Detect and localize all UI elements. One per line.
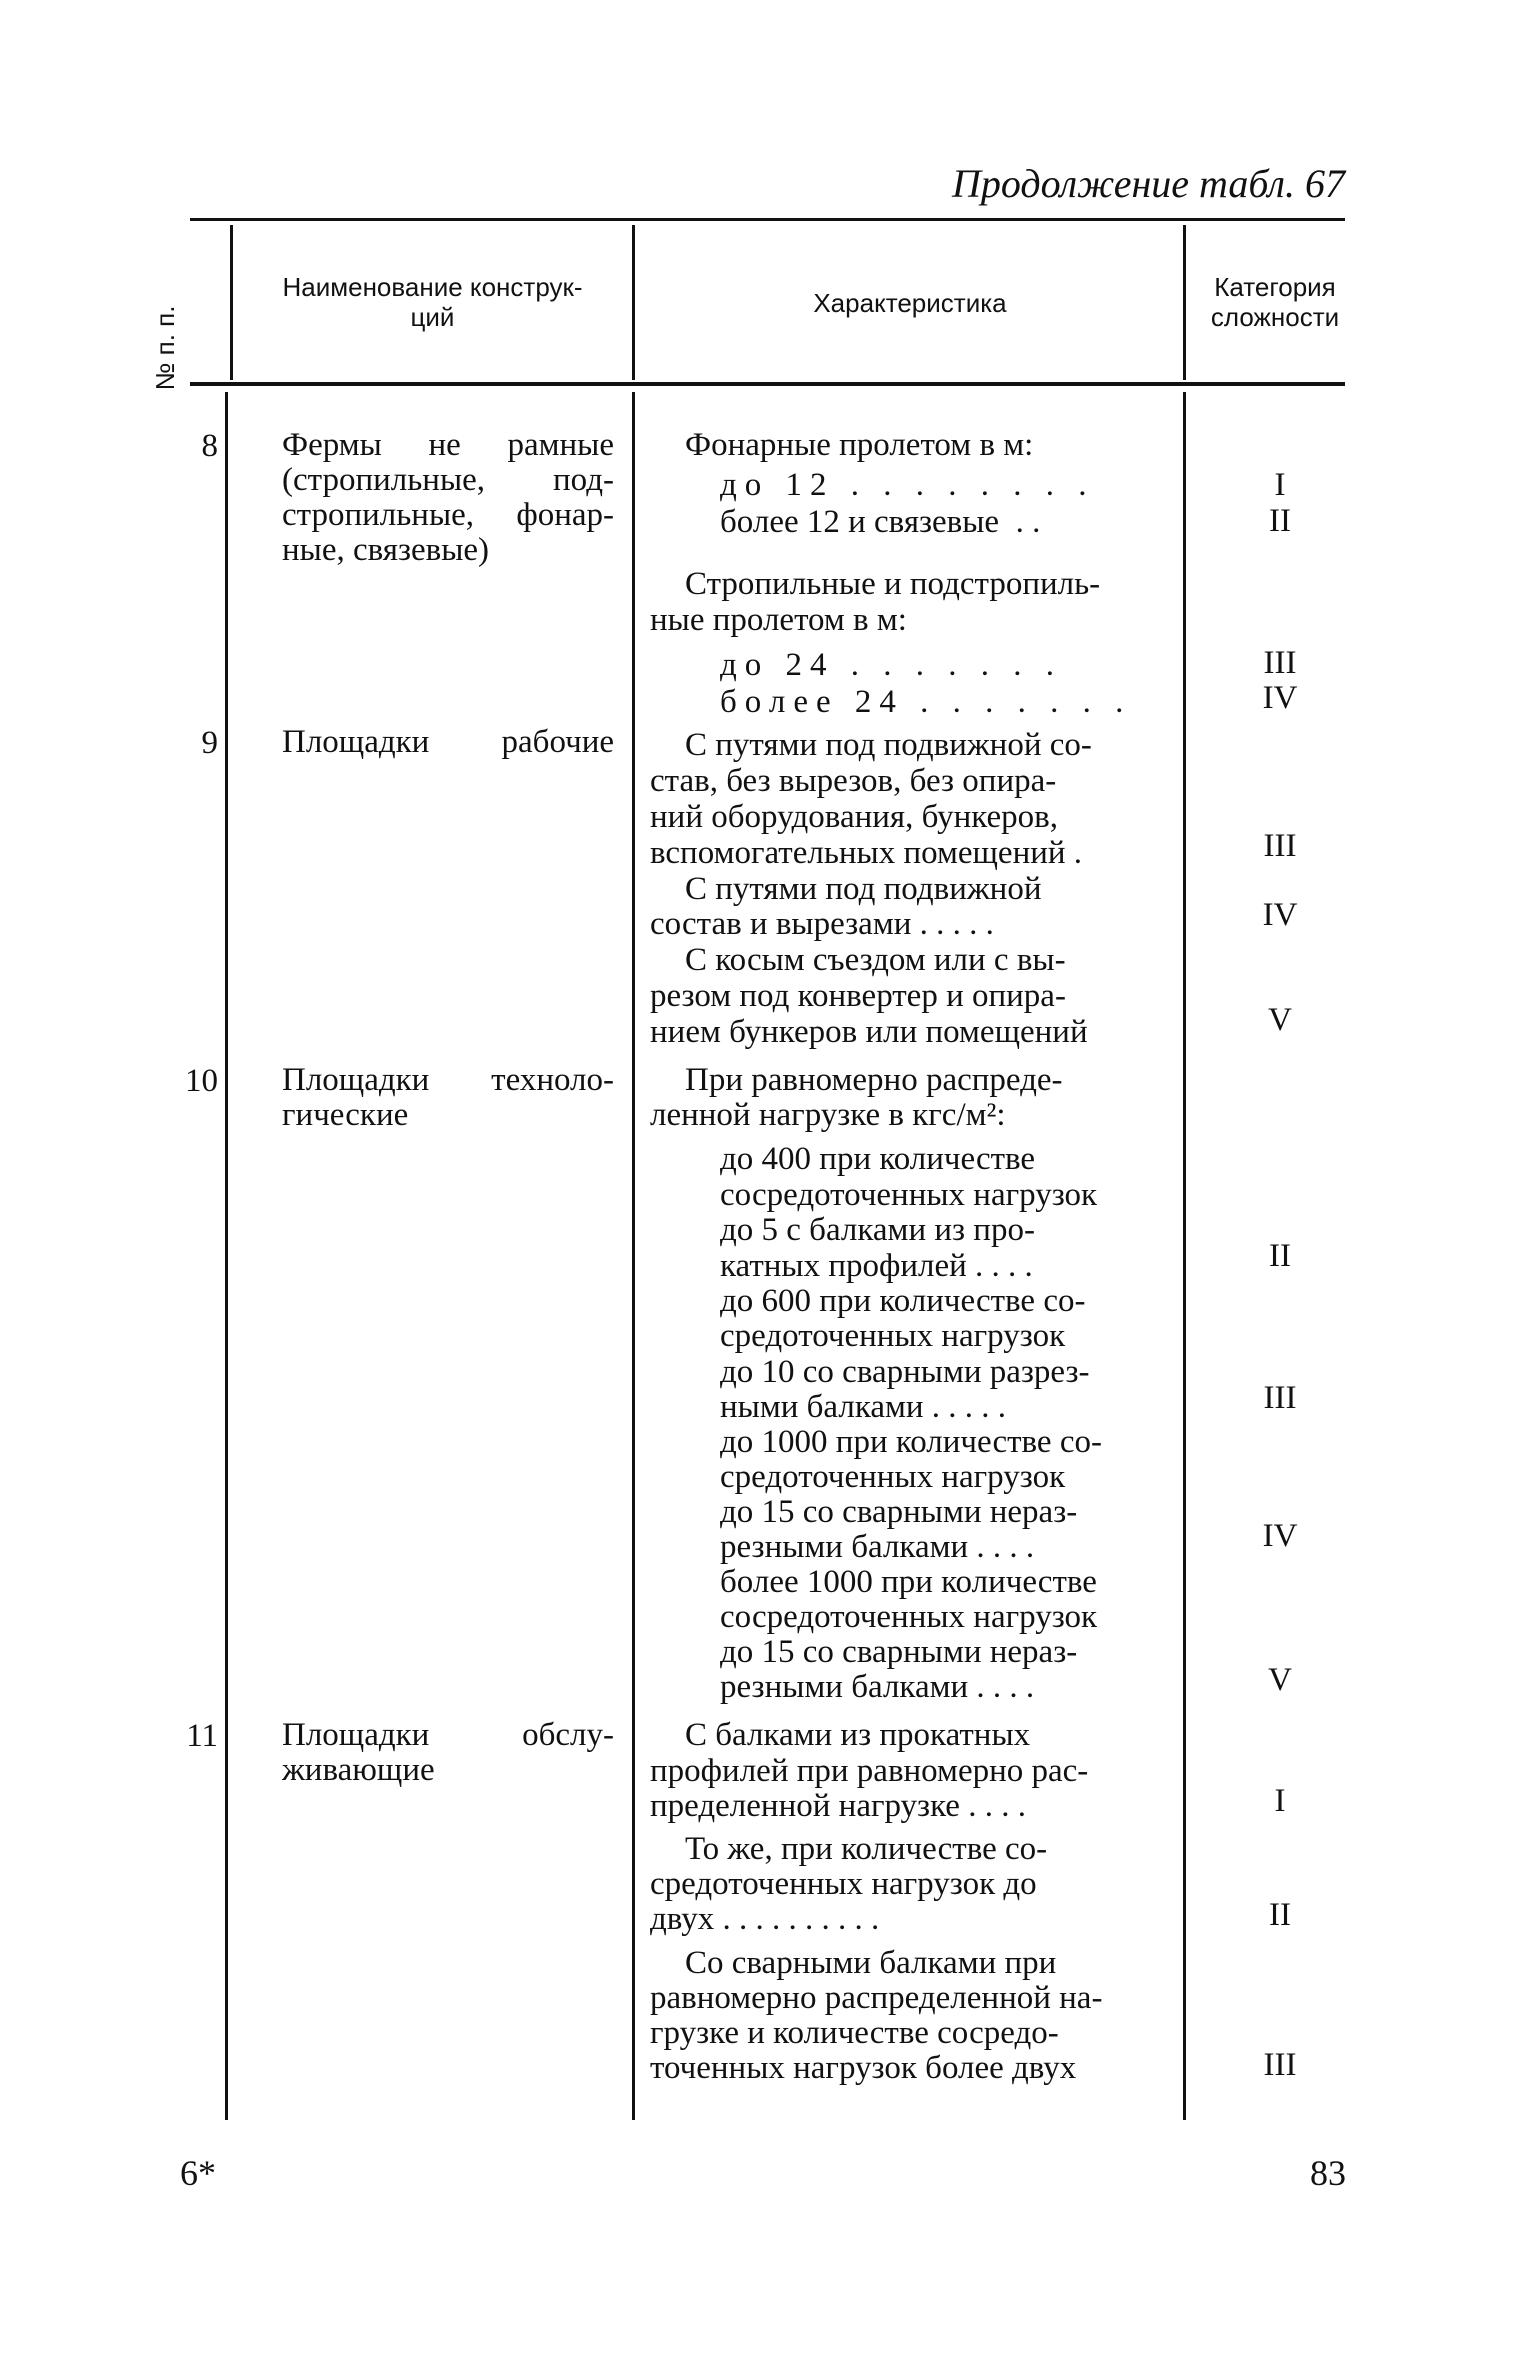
characteristic-line: Стропильные и подстропиль-: [685, 566, 1101, 602]
characteristic-line: резными балками . . . .: [720, 1669, 1035, 1705]
category-value: V: [1268, 1662, 1292, 1698]
row-number: 8: [201, 428, 218, 464]
column-divider-3: [1183, 225, 1186, 380]
characteristic-line: То же, при количестве со-: [685, 1831, 1048, 1867]
characteristic-line: С путями под подвижной со-: [685, 727, 1092, 763]
characteristic-line: равномерно распределенной на-: [650, 1980, 1103, 2016]
category-value: IV: [1262, 680, 1298, 716]
category-value: II: [1269, 1897, 1291, 1933]
characteristic-line: С балками из прокатных: [685, 1717, 1031, 1753]
characteristic-line: С косым съездом или с вы-: [685, 942, 1066, 978]
characteristic-line: более 24 . . . . . . .: [720, 684, 1132, 720]
characteristic-line: до 400 при количестве: [720, 1141, 1036, 1177]
characteristic-line: нием бункеров или помещений: [650, 1014, 1088, 1050]
header-name: [240, 272, 625, 332]
characteristic-line: средоточенных нагрузок: [720, 1459, 1066, 1495]
header-number: № п. п.: [150, 305, 180, 391]
column-divider-2-body: [632, 392, 635, 2120]
characteristic-line: профилей при равномерно рас-: [650, 1753, 1089, 1789]
characteristic-line: При равномерно распреде-: [685, 1062, 1063, 1098]
name-line: Площадки рабочие: [282, 724, 614, 760]
characteristic-line: состав и вырезами . . . . .: [650, 906, 994, 942]
name-line: Фермы не рамные: [282, 427, 614, 463]
header-category: [1190, 272, 1360, 332]
characteristic-line: вспомогательных помещений .: [650, 835, 1083, 871]
characteristic-line: до 5 с балками из про-: [720, 1212, 1035, 1248]
characteristic-line: средоточенных нагрузок: [720, 1318, 1066, 1354]
characteristic-line: ные пролетом в м:: [650, 602, 907, 638]
row-number: 10: [185, 1063, 218, 1099]
characteristic-line: ными балками . . . . .: [720, 1389, 1007, 1425]
construction-name: [282, 725, 614, 760]
characteristic-line: до 10 со сварными разрез-: [720, 1354, 1090, 1390]
characteristic-line: Фонарные пролетом в м:: [685, 427, 1034, 463]
construction-name: [282, 1718, 614, 1788]
header-bottom-rule: [190, 382, 1345, 386]
characteristic-line: сосредоточенных нагрузок: [720, 1599, 1098, 1635]
page-signature: 6*: [180, 2153, 216, 2193]
column-divider-2: [632, 225, 635, 380]
characteristic-line: ний оборудования, бункеров,: [650, 799, 1058, 835]
characteristic-line: до 1000 при количестве со-: [720, 1424, 1102, 1460]
characteristic-line: более 12 и связевые . .: [720, 504, 1041, 540]
row-number: 9: [201, 725, 218, 761]
name-line: гические: [282, 1097, 409, 1133]
characteristic-line: став, без вырезов, без опира-: [650, 763, 1057, 799]
characteristic-line: до 12 . . . . . . . .: [720, 467, 1095, 503]
construction-name: [282, 428, 614, 568]
category-value: IV: [1262, 897, 1298, 933]
category-value: V: [1268, 1002, 1292, 1038]
characteristic-line: грузке и количестве сосредо-: [650, 2015, 1059, 2051]
characteristic-line: С путями под подвижной: [685, 871, 1042, 907]
header-category-line1: Категория: [1214, 272, 1336, 302]
characteristic-line: ленной нагрузке в кгс/м²:: [650, 1097, 1006, 1133]
characteristic-line: до 15 со сварными нераз-: [720, 1634, 1078, 1670]
characteristic-line: до 600 при количестве со-: [720, 1283, 1086, 1319]
category-value: II: [1269, 503, 1291, 539]
characteristic-line: до 15 со сварными нераз-: [720, 1494, 1078, 1530]
name-line: стропильные, фонар-: [282, 497, 614, 533]
name-line: Площадки обслу-: [282, 1717, 614, 1753]
characteristic-line: до 24 . . . . . . .: [720, 647, 1063, 683]
column-divider-1-body: [225, 392, 228, 2120]
row-number: 11: [186, 1718, 218, 1754]
page-number: 83: [1310, 2153, 1346, 2193]
characteristic-line: резными балками . . . .: [720, 1529, 1035, 1565]
category-value: III: [1263, 645, 1297, 681]
category-value: I: [1274, 1783, 1286, 1819]
header-name-line2: ций: [410, 302, 455, 332]
characteristic-line: пределенной нагрузке . . . .: [650, 1788, 1026, 1824]
column-divider-3-body: [1183, 392, 1186, 2120]
characteristic-line: сосредоточенных нагрузок: [720, 1177, 1098, 1213]
construction-name: [282, 1063, 614, 1133]
name-line: Площадки техноло-: [282, 1062, 614, 1098]
column-divider-1: [230, 225, 233, 380]
category-value: III: [1263, 1380, 1297, 1416]
category-value: III: [1263, 2047, 1297, 2083]
header-name-line1: Наименование конструк-: [282, 272, 583, 302]
name-line: живающие: [282, 1752, 435, 1788]
characteristic-line: двух . . . . . . . . . .: [650, 1901, 880, 1937]
name-line: ные, связевые): [282, 532, 490, 568]
characteristic-line: точенных нагрузок более двух: [650, 2050, 1077, 2086]
characteristic-line: более 1000 при количестве: [720, 1564, 1097, 1600]
characteristic-line: средоточенных нагрузок до: [650, 1866, 1037, 1902]
category-value: III: [1263, 828, 1297, 864]
characteristic-line: катных профилей . . . .: [720, 1248, 1033, 1284]
header-category-line2: сложности: [1210, 302, 1340, 332]
name-line: (стропильные, под-: [282, 462, 614, 498]
category-value: I: [1274, 467, 1286, 503]
table-top-rule: [190, 218, 1345, 221]
table-caption: Продолжение табл. 67: [951, 161, 1345, 206]
characteristic-line: резом под конвертер и опира-: [650, 978, 1066, 1014]
category-value: IV: [1262, 1518, 1298, 1554]
header-characteristic: Характеристика: [813, 288, 1007, 318]
characteristic-line: Со сварными балками при: [685, 1945, 1057, 1981]
category-value: II: [1269, 1238, 1291, 1274]
